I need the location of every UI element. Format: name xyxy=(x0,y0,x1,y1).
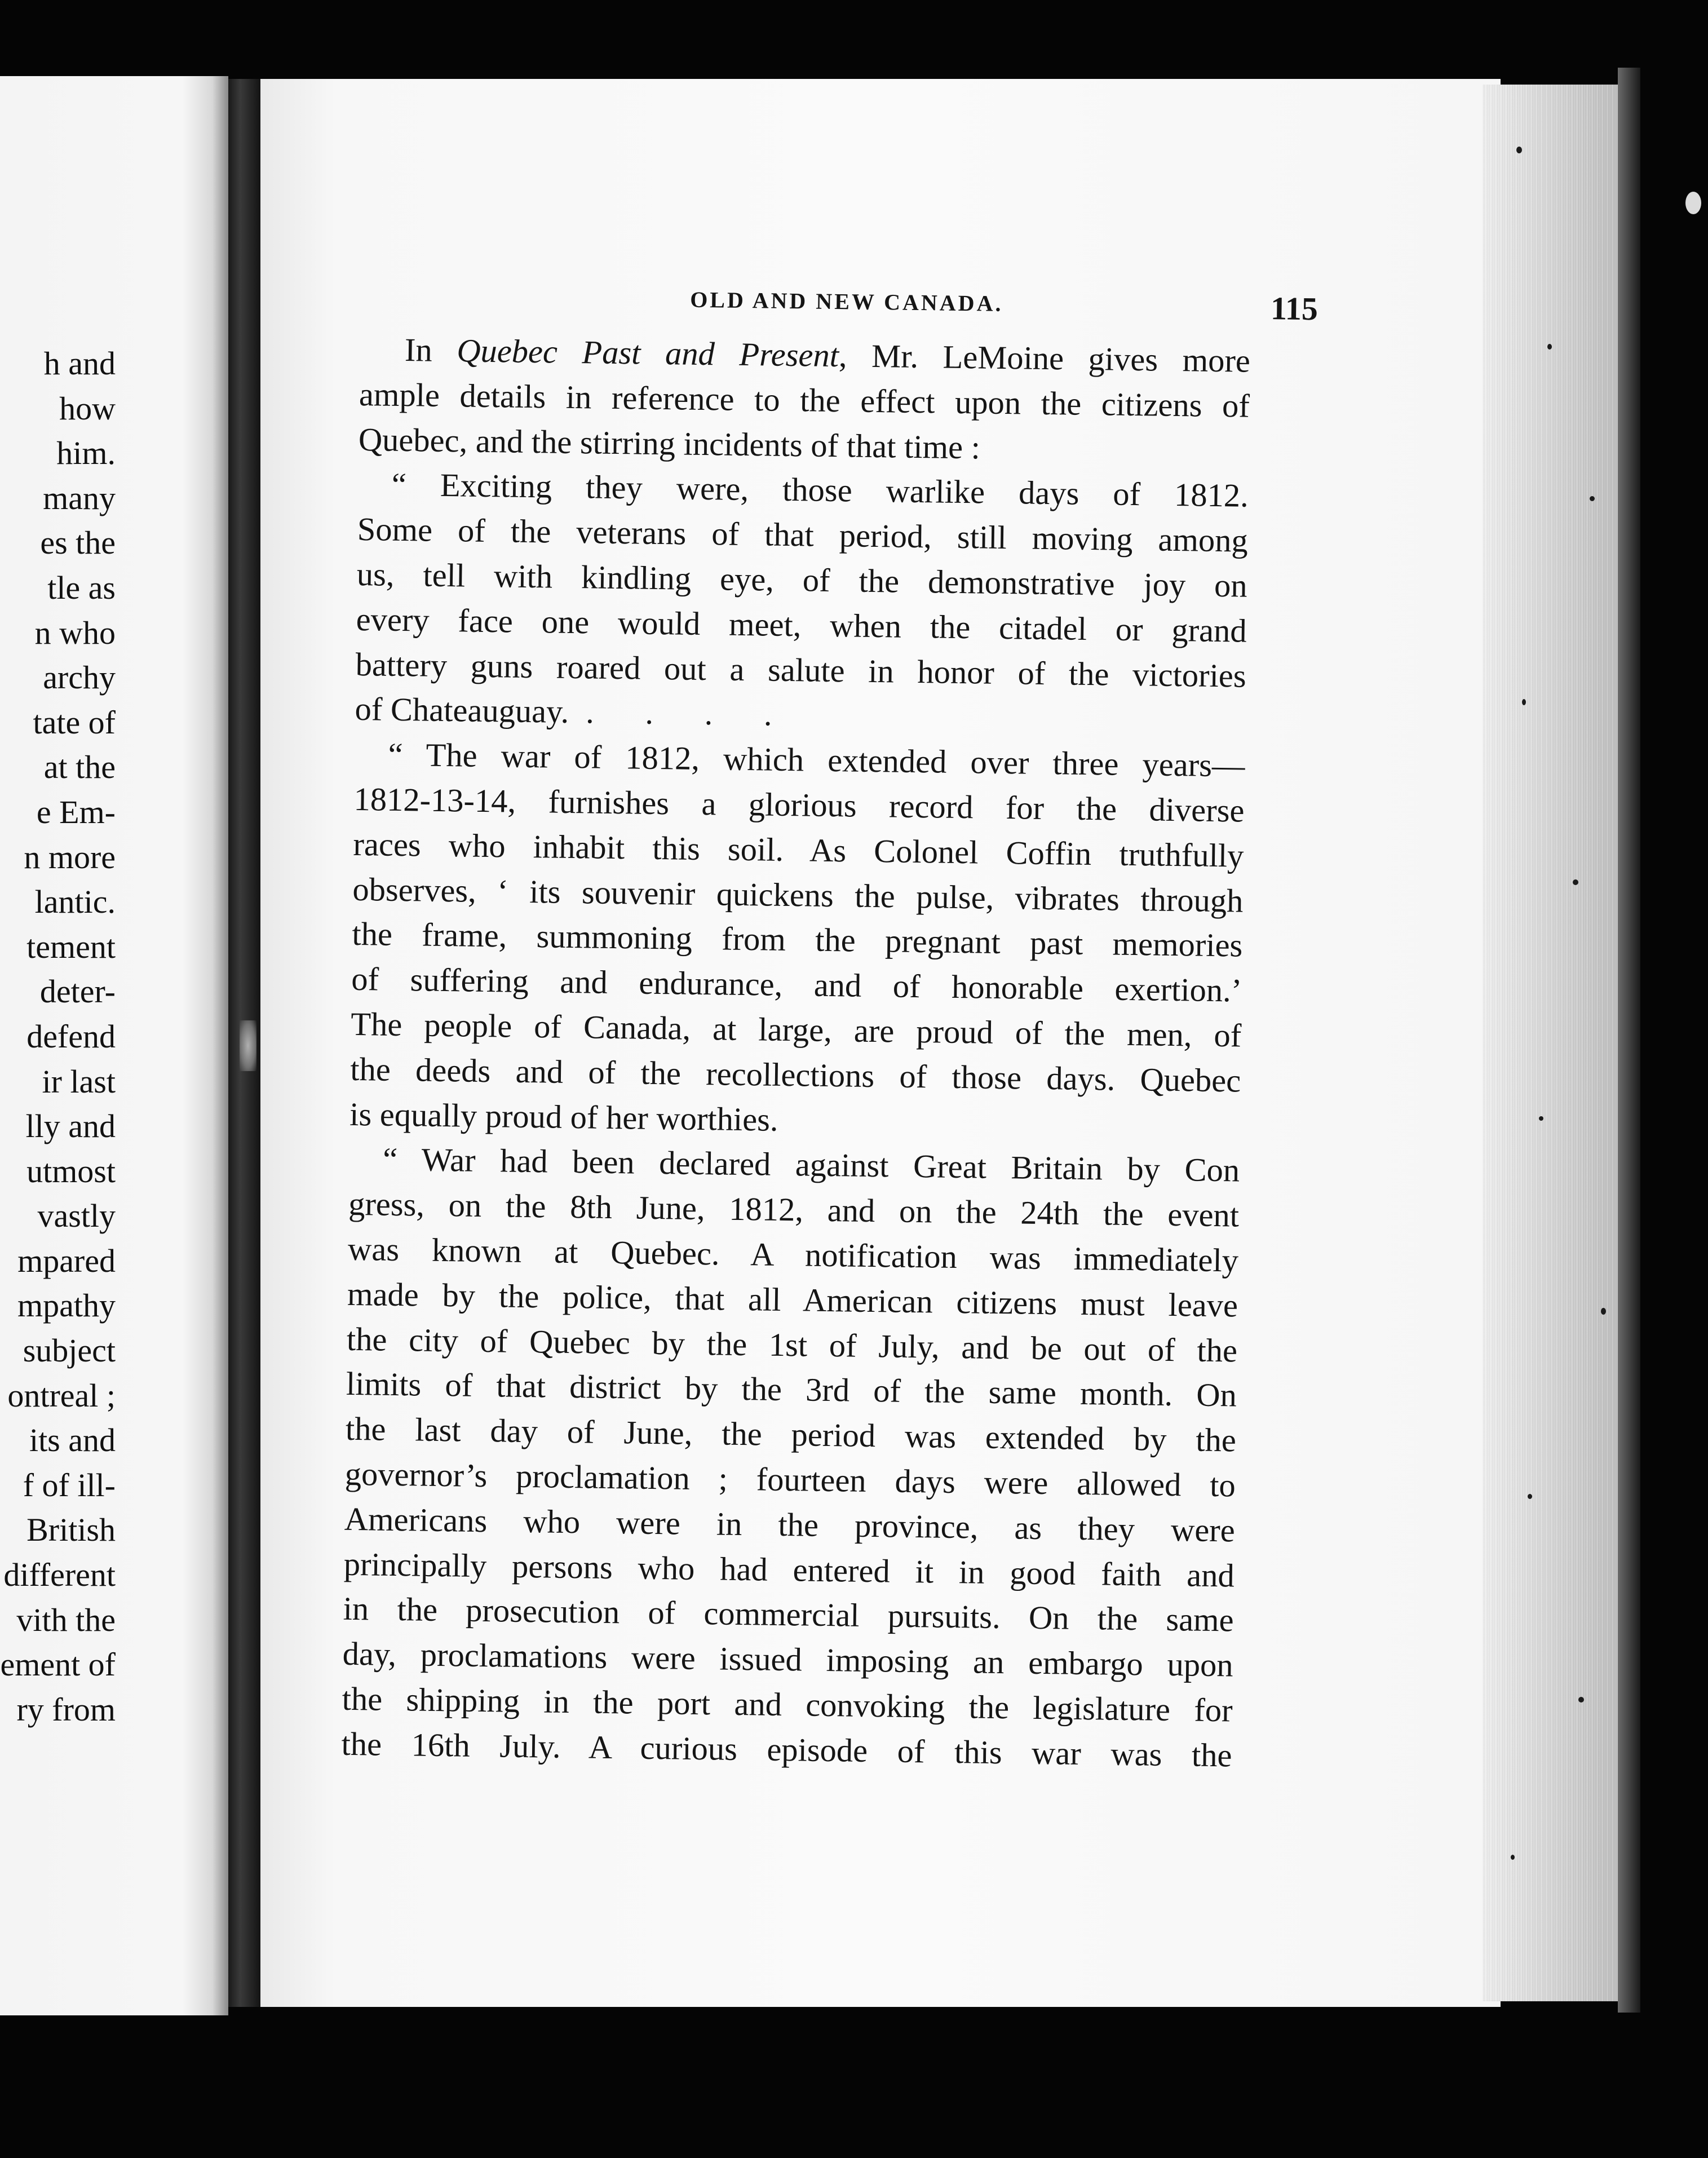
left-line: many xyxy=(43,479,116,516)
text-line: “ The war of 1812, which extended over three years— xyxy=(388,736,1245,784)
left-line: es the xyxy=(40,524,116,561)
text-line: the city of Quebec by the 1st of July, and be out of the xyxy=(346,1320,1238,1369)
text-line: the 16th July. A curious episode of this war was the xyxy=(341,1725,1232,1774)
gutter-stain xyxy=(240,1020,256,1071)
scan-speck xyxy=(1511,1855,1515,1860)
scan-speck xyxy=(1685,192,1701,214)
scan-speck xyxy=(1578,1697,1584,1702)
left-line: lantic. xyxy=(34,883,116,921)
scan-speck xyxy=(1522,699,1526,705)
left-line: its and xyxy=(29,1422,116,1459)
text-line: “ War had been declared against Great Britain by Con xyxy=(382,1140,1240,1189)
line-fragment: , Mr. LeMoine gives more xyxy=(838,337,1251,379)
scan-speck xyxy=(1528,1494,1532,1499)
text-line: principally persons who had entered it in good faith and xyxy=(343,1545,1235,1594)
left-line: ontreal ; xyxy=(7,1377,116,1414)
text-line: of suffering and endurance, and of honorable exertion.’ xyxy=(351,961,1242,1009)
text-line: The people of Canada, at large, are proud of the men, of xyxy=(350,1005,1242,1054)
scan-speck xyxy=(1601,1308,1606,1315)
left-line: mpared xyxy=(17,1242,116,1279)
page-edges xyxy=(1483,85,1623,2001)
left-line: h and xyxy=(43,345,116,382)
cover-edge xyxy=(1618,68,1640,2013)
text-line: Some of the veterans of that period, still moving among xyxy=(357,511,1249,559)
text-line: is equally proud of her worthies. xyxy=(349,1095,778,1138)
left-line: ement of xyxy=(0,1646,116,1683)
left-line: ry from xyxy=(16,1691,116,1728)
left-line: e Em- xyxy=(36,793,116,830)
text-line: the last day of June, the period was extended by the xyxy=(345,1410,1237,1459)
page-text-block xyxy=(341,265,1318,1779)
left-line: n more xyxy=(24,838,116,875)
scan-speck xyxy=(1539,1116,1543,1121)
scan-speck xyxy=(1516,147,1522,153)
text-line: “ Exciting they were, those warlike days of 1812. xyxy=(391,466,1249,515)
text-line: observes, ‘ its souvenir quickens the pulse, vibrates through xyxy=(352,870,1244,919)
text-line: limits of that district by the 3rd of the same month. On xyxy=(346,1365,1237,1414)
left-line: at the xyxy=(43,749,116,786)
left-line: tate of xyxy=(33,704,116,741)
left-line: mpathy xyxy=(17,1287,116,1324)
text-line: battery guns roared out a salute in honor of the victories xyxy=(355,645,1247,695)
text-line: ample details in reference to the effect upon the citizens of xyxy=(359,375,1250,424)
ellipsis-dots: . . . . xyxy=(585,693,794,733)
text-line: Americans who were in the province, as they were xyxy=(344,1500,1236,1549)
book-title-italic: Quebec Past and Present xyxy=(456,332,839,374)
left-line: deter- xyxy=(39,973,116,1010)
left-page-text xyxy=(0,341,116,1732)
left-page xyxy=(0,76,228,2015)
left-line: ir last xyxy=(42,1063,116,1100)
text-line: every face one would meet, when the citadel or grand xyxy=(356,600,1247,649)
text-line: 1812-13-14, furnishes a glorious record for the diverse xyxy=(353,780,1245,829)
scan-speck xyxy=(1547,344,1552,350)
text-line: was known at Quebec. A notification was immediately xyxy=(347,1230,1239,1279)
left-line: tle as xyxy=(47,569,116,606)
left-line: tement xyxy=(26,928,116,965)
left-line: defend xyxy=(26,1018,116,1055)
left-line: f of ill- xyxy=(23,1466,116,1503)
text-line: races who inhabit this soil. As Colonel Coffin truthfully xyxy=(353,825,1244,874)
scan-speck xyxy=(1590,496,1595,501)
text-line: Quebec, and the stirring incidents of that time : xyxy=(358,421,981,466)
scan-speck xyxy=(1573,879,1578,885)
left-line: n who xyxy=(34,614,116,651)
text-line: us, tell with kindling eye, of the demonstrative joy on xyxy=(356,555,1248,604)
left-line: utmost xyxy=(26,1152,116,1189)
text-line: the frame, summoning from the pregnant past memories xyxy=(352,916,1243,964)
line-fragment: of Chateauguay. xyxy=(355,691,569,731)
left-line: vith the xyxy=(16,1601,116,1638)
page-number: 115 xyxy=(1270,290,1318,328)
left-line: vastly xyxy=(37,1197,116,1235)
left-line: archy xyxy=(43,659,116,696)
text-line: made by the police, that all American citizens must leave xyxy=(347,1275,1238,1324)
left-line: lly and xyxy=(25,1108,116,1145)
text-line: day, proclamations were issued imposing an embargo upon xyxy=(342,1635,1234,1684)
running-title: OLD AND NEW CANADA. xyxy=(689,286,1003,316)
left-line: different xyxy=(3,1556,116,1594)
text-line: governor’s proclamation ; fourteen days were allowed to xyxy=(344,1455,1236,1504)
text-line: in the prosecution of commercial pursuits. On the same xyxy=(343,1590,1234,1639)
text-line: gress, on the 8th June, 1812, and on the 24th the event xyxy=(348,1186,1240,1234)
text-line: the deeds and of the recollections of those days. Quebec xyxy=(349,1050,1241,1099)
left-line: British xyxy=(26,1511,116,1549)
left-line: subject xyxy=(23,1332,116,1369)
text-line: the shipping in the port and convoking the legislature for xyxy=(342,1680,1233,1729)
body-text xyxy=(341,327,1284,1779)
running-head xyxy=(394,266,1318,339)
left-line: how xyxy=(59,390,116,427)
line-fragment: In xyxy=(404,331,457,369)
left-line: him. xyxy=(56,435,116,472)
